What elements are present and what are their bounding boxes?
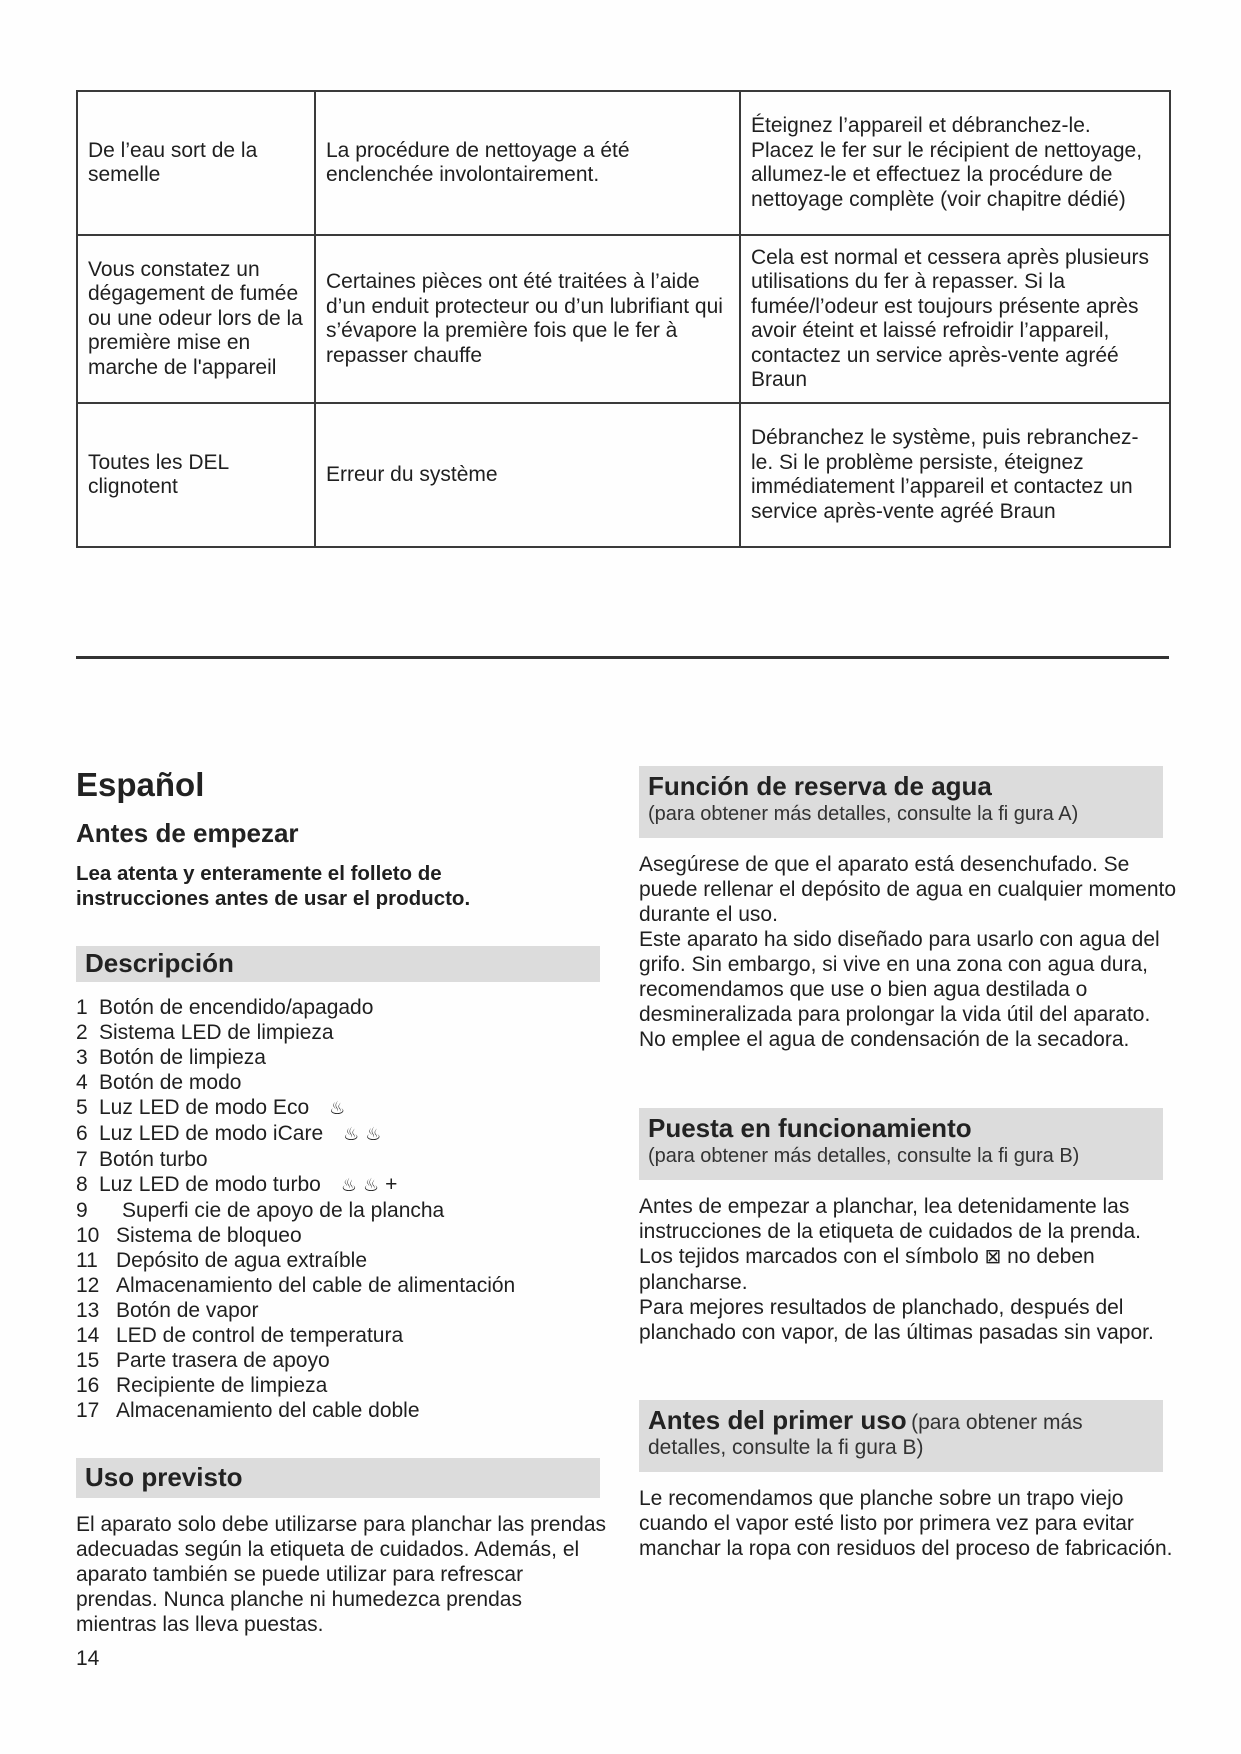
first-use-title: Antes del primer uso (648, 1405, 907, 1435)
solution-cell: Débranchez le système, puis rebranchez-le. Si le problème persiste, éteignez immédiatement l’appareil et contactez un service après-vente agréé Braun (740, 403, 1170, 547)
lead-instruction: Lea atenta y enteramente el folleto de instrucciones antes de usar el producto. (76, 862, 471, 910)
list-item: 16 Recipiente de limpieza (76, 1374, 328, 1397)
list-item: 5 Luz LED de modo Eco ♨ (76, 1096, 352, 1119)
first-use-text: Le recomendamos que planche sobre un trapo viejo cuando el vapor esté listo por primera vez para evitar manchar la ropa con residuos del proceso de fabricación. (639, 1487, 1173, 1560)
problem-cell: Toutes les DEL clignotent (77, 403, 315, 547)
table-row (77, 235, 1170, 403)
startup-subtitle: (para obtener más detalles, consulte la fi gura B) (648, 1145, 1080, 1167)
section-divider (76, 656, 1169, 659)
startup-title: Puesta en funcionamiento (648, 1113, 972, 1143)
list-item: 17 Almacenamiento del cable doble (76, 1399, 420, 1422)
table-row (77, 91, 1170, 235)
list-item: 15 Parte trasera de apoyo (76, 1349, 330, 1372)
solution-cell: Cela est normal et cessera après plusieurs utilisations du fer à repasser. Si la fumée/l’odeur est toujours présente après avoir éteint et laissé refroidir l’appareil, contactez un service après-vente agréé Braun (740, 235, 1170, 403)
cause-cell: La procédure de nettoyage a été enclenchée involontairement. (315, 91, 740, 235)
intended-use-text: El aparato solo debe utilizarse para planchar las prendas adecuadas según la etiqueta de cuidados. Además, el aparato también se puede utilizar para refrescar prendas. Nunca planche ni humedezca prendas mientras las lleva puestas. (76, 1513, 606, 1636)
intended-use-section-header (76, 1458, 600, 1498)
list-item: 7 Botón turbo (76, 1148, 208, 1171)
cause-cell: Certaines pièces ont été traitées à l’aide d’un enduit protecteur ou d’un lubrifiant qui s’évapore la première fois que le fer à repasser chauffe (315, 235, 740, 403)
first-use-subtitle: (para obtener más detalles, consulte la fi gura B) (648, 1411, 1083, 1459)
list-item: 8 Luz LED de modo turbo ♨♨+ (76, 1173, 398, 1196)
description-list (76, 995, 616, 1423)
no-iron-symbol-icon: ⊠ (984, 1246, 1002, 1268)
list-item: 3 Botón de limpieza (76, 1046, 266, 1069)
table-row (77, 403, 1170, 547)
list-item: 13 Botón de vapor (76, 1299, 259, 1322)
steam-mode-turbo-icon: ♨♨ (340, 1175, 386, 1195)
intended-use-title: Uso previsto (85, 1462, 243, 1492)
startup-text: Antes de empezar a planchar, lea detenidamente las instrucciones de la etiqueta de cuidados de la prenda. Los tejidos marcados con el símbolo ⊠ no deben plancharse. Para mejores resultados de planchado, después del planchado con vapor, de las últimas pasadas sin vapor. (639, 1195, 1154, 1344)
water-reserve-text: Asegúrese de que el aparato está desenchufado. Se puede rellenar el depósito de agua en cualquier momento durante el uso. Este aparato ha sido diseñado para usarlo con agua del grifo. Sin embargo, si vive en una zona con agua dura, recomendamos que use o bien agua destilada o desmineralizada para prolongar la vida útil del aparato. No emplee el agua de condensación de la secadora. (639, 853, 1177, 1051)
list-item: 6 Luz LED de modo iCare ♨♨ (76, 1122, 388, 1145)
troubleshooting-table (76, 90, 1171, 548)
description-title: Descripción (85, 948, 234, 978)
steam-mode-icon: ♨ (329, 1098, 352, 1118)
water-reserve-section-header (639, 766, 1163, 838)
water-reserve-title: Función de reserva de agua (648, 771, 992, 801)
list-item: 4 Botón de modo (76, 1071, 242, 1094)
page-number: 14 (76, 1647, 100, 1670)
list-item: 10 Sistema de bloqueo (76, 1224, 302, 1247)
startup-section-header (639, 1108, 1163, 1180)
solution-cell: Éteignez l’appareil et débranchez-le. Placez le fer sur le récipient de nettoyage, allumez-le et effectuez la procédure de nettoyage complète (voir chapitre dédié) (740, 91, 1170, 235)
first-use-section-header (639, 1400, 1163, 1472)
list-item: 12 Almacenamiento del cable de alimentación (76, 1274, 516, 1297)
water-reserve-subtitle: (para obtener más detalles, consulte la fi gura A) (648, 803, 1079, 825)
list-item: 2 Sistema LED de limpieza (76, 1021, 334, 1044)
list-item: 1 Botón de encendido/apagado (76, 996, 374, 1019)
list-item: 14 LED de control de temperatura (76, 1324, 404, 1347)
description-section-header (76, 946, 600, 982)
problem-cell: Vous constatez un dégagement de fumée ou une odeur lors de la première mise en marche de l'appareil (77, 235, 315, 403)
language-heading: Español (76, 766, 205, 803)
steam-mode-double-icon: ♨♨ (343, 1124, 388, 1144)
before-start-heading: Antes de empezar (76, 818, 299, 848)
problem-cell: De l’eau sort de la semelle (77, 91, 315, 235)
cause-cell: Erreur du système (315, 403, 740, 547)
list-item: 9 Superfi cie de apoyo de la plancha (76, 1199, 445, 1222)
list-item: 11 Depósito de agua extraíble (76, 1249, 368, 1272)
